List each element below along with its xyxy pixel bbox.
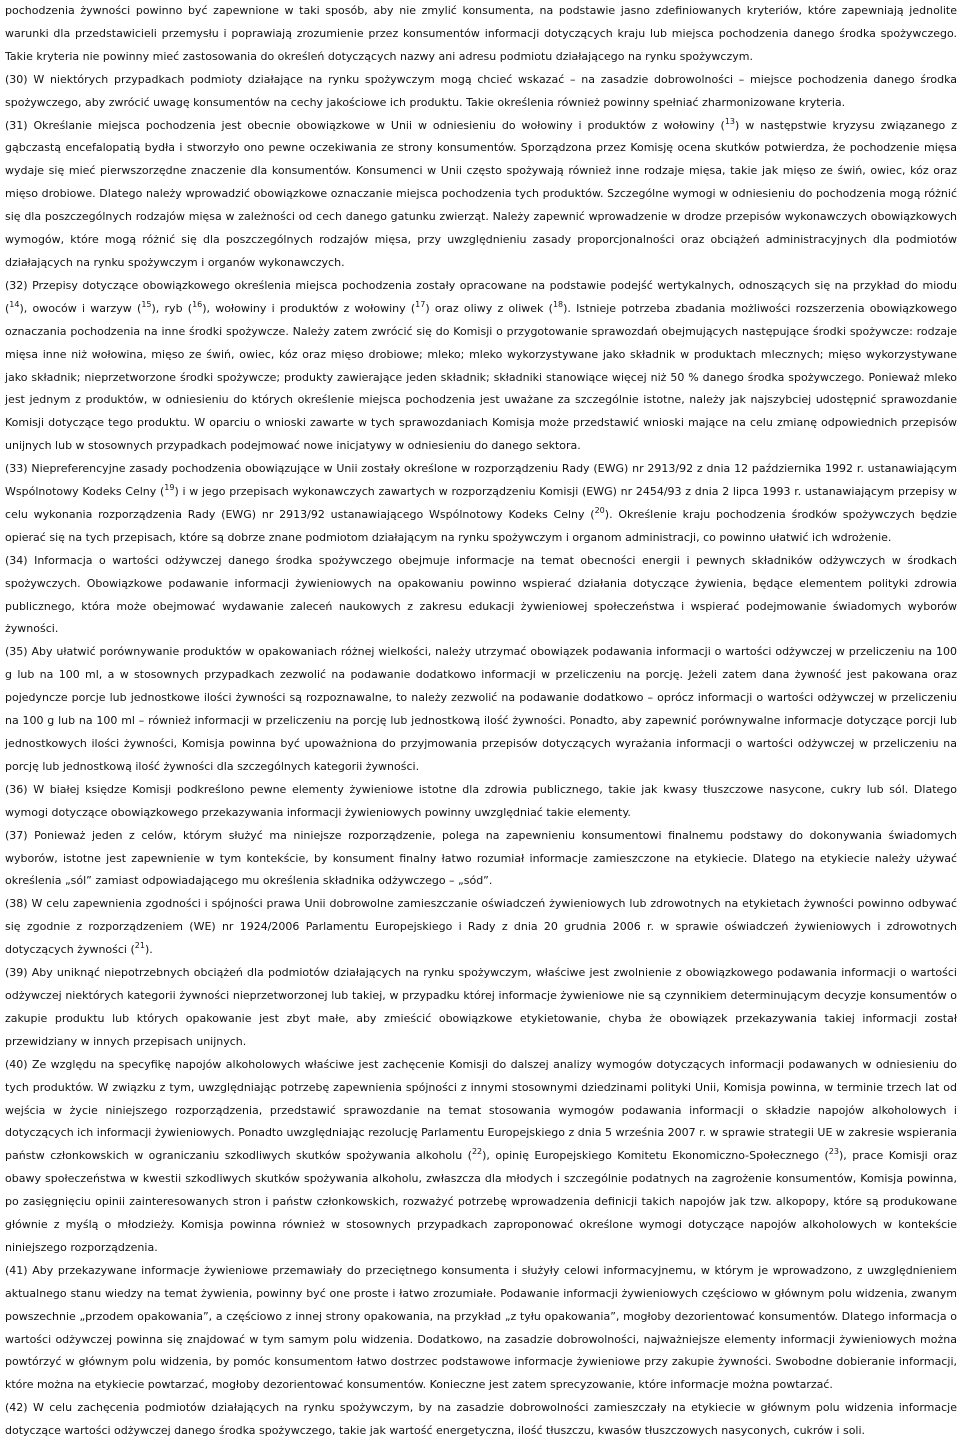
- paragraph-text: (39) Aby uniknąć niepotrzebnych obciążeń dla podmiotów działających na rynku spożywczym, właściwe jest zwolnienie z obowiązkowego podawania informacji o wartości odżywczej niektórych kategorii żywności nieprzetworzonej lub takiej, w przypadku której informacje żywieniowe nie są czynnikiem determinującym decyzje konsumentów o zakupie produktu lub których opakowanie jest zbyt małe, aby zmieścić obowiązkowe etykietowanie, chyba że obowiązek przekazywania takiej informacji został przewidziany w innych przepisach unijnych.: [5, 966, 957, 1048]
- paragraph-text: (37) Ponieważ jeden z celów, którym służyć ma niniejsze rozporządzenie, polega na zapewnieniu konsumentowi finalnemu podstawy do dokonywania świadomych wyborów, istotne jest zapewnienie w tym kontekście, by konsument finalny łatwo rozumiał informacje zamieszczone na etykiecie. Dlatego na etykiecie należy używać określenia „sól” zamiast odpowiadającego mu określenia składnika odżywczego – „sód”.: [5, 828, 957, 888]
- footnote-reference[interactable]: 15: [141, 299, 152, 309]
- paragraph-38: [5, 893, 957, 962]
- paragraph-text: (41) Aby przekazywane informacje żywieniowe przemawiały do przeciętnego konsumenta i służyły celowi informacyjnemu, w którym je wprowadzono, z uwzględnieniem aktualnego stanu wiedzy na temat żywienia, powinny być one proste i łatwo zrozumiałe. Podawanie informacji żywieniowych częściowo w głównym polu widzenia, zwanym powszechnie „przodem opakowania”, a częściowo z innej strony opakowania, na przykład „z tyłu opakowania”, mogłoby dezorientować konsumentów. Dlatego informacja o wartości odżywczej powinna się znajdować w tym samym polu widzenia. Dodatkowo, na zasadzie dobrowolności, najważniejsze elementy informacji żywieniowych można powtórzyć w głównym polu widzenia, by pomóc konsumentom łatwo dostrzec podstawowe informacje żywieniowe przy zakupie żywności. Swobodne dobieranie informacji, które można na etykiecie powtarzać, mogłoby dezorientować konsumentów. Konieczne jest zatem sprecyzowanie, które informacje można powtarzać.: [5, 1263, 957, 1392]
- footnote-reference[interactable]: 22: [471, 1147, 483, 1157]
- paragraph-31: [5, 115, 957, 275]
- paragraph-35: [5, 641, 957, 778]
- paragraph-text: (30) W niektórych przypadkach podmioty działające na rynku spożywczym mogą chcieć wskazać – na zasadzie dobrowolności – miejsce pochodzenia danego środka spożywczego, aby zwrócić uwagę konsumentów na cechy jakościowe ich produktu. Takie określenia również powinny spełniać zharmonizowane kryteria.: [5, 72, 957, 109]
- paragraph-39: [5, 962, 957, 1054]
- footnote-reference[interactable]: 14: [9, 299, 20, 309]
- paragraph-text: ), wołowiny i produktów z wołowiny (: [202, 301, 416, 315]
- paragraph-text: ). Określenie kraju pochodzenia środków spożywczych będzie opierać się na tych przepisach, które są dobrze znane podmiotom działającym na rynku spożywczym i organom administracji, co powinno ułatwić ich wdrożenie.: [5, 507, 958, 544]
- paragraph-42: [5, 1397, 957, 1443]
- paragraph-text: ) w następstwie kryzysu związanego z gąbczastą encefalopatią bydła i stworzyło ono pewne oczekiwania ze strony konsumentów. Sporządzona przez Komisję ocena skutków potwierdza, że pochodzenie mięsa wydaje się mieć pierwszorzędne znaczenie dla konsumentów. Konsumenci w Unii często spożywają również inne rodzaje mięsa, takie jak mięso ze świń, owiec, kóz oraz mięso drobiowe. Dlatego należy wprowadzić obowiązkowe oznaczanie miejsca pochodzenia tych produktów. Szczególne wymogi w odniesieniu do pochodzenia mogą różnić się dla poszczególnych rodzajów mięsa w zależności od cech danego gatunku zwierząt. Należy zapewnić wprowadzenie w drodze przepisów wykonawczych obowiązkowych wymogów, które mogą różnić się dla poszczególnych rodzajów mięsa, przy uwzględnieniu zasady proporcjonalności oraz obciążeń administracyjnych dla podmiotów działających na rynku spożywczym i organów wykonawczych.: [5, 118, 957, 269]
- footnote-reference[interactable]: 23: [828, 1147, 839, 1157]
- paragraph-text: ).: [144, 943, 153, 957]
- paragraph-text: (42) W celu zachęcenia podmiotów działających na rynku spożywczym, by na zasadzie dobrowolności zamieszczały na etykiecie w głównym polu widzenia informacje dotyczące wartości odżywczej danego środka spożywczego, takie jak wartość energetyczna, ilość tłuszczu, kwasów tłuszczowych nasyconych, cukrów i soli.: [5, 1401, 957, 1438]
- paragraph-text: ), opinię Europejskiego Komitetu Ekonomiczno-Społecznego (: [482, 1149, 829, 1163]
- footnote-reference[interactable]: 20: [594, 505, 605, 515]
- paragraph-36: [5, 779, 957, 825]
- paragraph-text: ), prace Komisji oraz obawy społeczeństwa w kwestii szkodliwych skutków spożywania alkoholu, zwłaszcza dla młodych i szczególnie podatnych na zagrożenie konsumentów, Komisja powinna, po zasięgnięciu opinii zainteresowanych stron i państw członkowskich, rozważyć potrzebę wprowadzenia definicji takich napojów jak tzw. alkopopy, które są produkowane głównie z myślą o młodzieży. Komisja powinna również w stosownych przypadkach zaproponować określone wymogi dotyczące napojów alkoholowych w kontekście niniejszego rozporządzenia.: [5, 1149, 957, 1254]
- paragraph-text: (35) Aby ułatwić porównywanie produktów w opakowaniach różnej wielkości, należy utrzymać obowiązek podawania informacji o wartości odżywczej w przeliczeniu na 100 g lub na 100 ml, a w stosownych przypadkach zezwolić na podawanie dodatkowo informacji w przeliczeniu na porcję. Jeżeli zatem dana żywność jest pakowana oraz pojedyncze porcje lub jednostkowe ilości żywności są rozpoznawalne, to należy zezwolić na podawanie dodatkowo – oprócz informacji o wartości odżywczej w przeliczeniu na 100 g lub na 100 ml – również informacji w przeliczeniu na porcję lub jednostkową ilość żywności. Ponadto, aby zapewnić porównywalne informacje dotyczące porcji lub jednostkowych ilości żywności, Komisja powinna być upoważniona do przyjmowania przepisów dotyczących wyrażania informacji o wartości odżywczej w przeliczeniu na porcję lub jednostkową ilość żywności dla szczególnych kategorii żywności.: [5, 645, 957, 773]
- paragraph-text: (33) Niepreferencyjne zasady pochodzenia obowiązujące w Unii zostały określone w rozporządzeniu Rady (EWG) nr 2913/92 z dnia 12 października 1992 r. ustanawiającym Wspólnotowy Kodeks Celny (: [5, 462, 957, 499]
- paragraph-text: (34) Informacja o wartości odżywczej danego środka spożywczego obejmuje informacje na temat obecności energii i pewnych składników odżywczych w środkach spożywczych. Obowiązkowe podawanie informacji żywieniowych na opakowaniu powinno wspierać działania dotyczące żywienia, będące elementem polityki zdrowia publicznego, która może obejmować wydawanie zaleceń naukowych z zakresu edukacji żywieniowej społeczeństwa i wspierać podejmowanie świadomych wyborów żywności.: [5, 553, 957, 636]
- footnote-reference[interactable]: 18: [552, 299, 564, 309]
- paragraph-text: pochodzenia żywności powinno być zapewnione w taki sposób, aby nie zmylić konsumenta, na podstawie jasno zdefiniowanych kryteriów, które zapewniają jednolite warunki dla przedstawicieli przemysłu i poprawiają zrozumienie przez konsumentów informacji dotyczących kraju lub miejsca pochodzenia danego środka spożywczego. Takie kryteria nie powinny mieć zastosowania do określeń dotyczących nazwy ani adresu podmiotu działającego na rynku spożywczym.: [5, 4, 957, 63]
- footnote-reference[interactable]: 21: [134, 941, 145, 951]
- paragraph-text: (38) W celu zapewnienia zgodności i spójności prawa Unii dobrowolne zamieszczanie oświadczeń żywieniowych lub zdrowotnych na etykietach żywności powinno odbywać się zgodnie z rozporządzeniem (WE) nr 1924/2006 Parlamentu Europejskiego i Rady z dnia 20 grudnia 2006 r. w sprawie oświadczeń żywieniowych i zdrowotnych dotyczących żywności (: [5, 897, 957, 957]
- paragraph-34: [5, 550, 957, 642]
- paragraph-text: (40) Ze względu na specyfikę napojów alkoholowych właściwe jest zachęcenie Komisji do dalszej analizy wymogów dotyczących informacji podawanych w odniesieniu do tych produktów. W związku z tym, uwzględniając potrzebę zapewnienia spójności z innymi stosownymi dziedzinami polityki Unii, Komisja powinna, w terminie trzech lat od wejścia w życie niniejszego rozporządzenia, przedstawić sprawozdanie na temat stosowania wymogów podawania informacji o składzie napojów alkoholowych i dotyczących ich informacji żywieniowych. Ponadto uwzględniając rezolucję Parlamentu Europejskiego z dnia 5 września 2007 r. w sprawie strategii UE w zakresie wspierania państw członkowskich w ograniczaniu szkodliwych skutków spożywania alkoholu (: [5, 1057, 957, 1163]
- footnote-reference[interactable]: 17: [415, 299, 426, 309]
- paragraph-intro: [5, 0, 957, 69]
- paragraph-text: ), owoców i warzyw (: [19, 301, 142, 315]
- footnote-reference[interactable]: 19: [164, 483, 175, 493]
- footnote-reference[interactable]: 16: [192, 299, 203, 309]
- paragraph-text: ), ryb (: [151, 301, 193, 315]
- paragraph-text: (32) Przepisy dotyczące obowiązkowego określenia miejsca pochodzenia zostały opracowane na podstawie podejść wertykalnych, odnoszących się na przykład do miodu (: [5, 278, 957, 315]
- paragraph-37: [5, 825, 957, 894]
- paragraph-text: ) i w jego przepisach wykonawczych zawartych w rozporządzeniu Komisji (EWG) nr 2454/93 z dnia 2 lipca 1993 r. ustanawiającym przepisy w celu wykonania rozporządzenia Rady (EWG) nr 2913/92 ustanawiającego Wspólnotowy Kodeks Celny (: [5, 485, 958, 521]
- paragraph-30: [5, 69, 957, 115]
- paragraph-40: [5, 1054, 957, 1260]
- paragraph-text: ) oraz oliwy z oliwek (: [425, 301, 553, 315]
- footnote-reference[interactable]: 13: [724, 116, 736, 126]
- paragraph-32: [5, 275, 957, 458]
- paragraph-text: (31) Określanie miejsca pochodzenia jest obecnie obowiązkowe w Unii w odniesieniu do wołowiny i produktów z wołowiny (: [5, 118, 725, 132]
- paragraph-text: (36) W białej księdze Komisji podkreślono pewne elementy żywieniowe istotne dla zdrowia publicznego, takie jak kwasy tłuszczowe nasycone, cukry lub sól. Dlatego wymogi dotyczące obowiązkowego przekazywania informacji żywieniowych powinny uwzględniać takie elementy.: [5, 782, 957, 819]
- paragraph-text: ). Istnieje potrzeba zbadania możliwości rozszerzenia obowiązkowego oznaczania pochodzenia na inne środki spożywcze. Należy zatem zwrócić się do Komisji o przygotowanie sprawozdań obejmujących następujące środki spożywcze: rodzaje mięsa inne niż wołowina, mięso ze świń, owiec, kóz oraz mięso drobiowe; mleko; mleko wykorzystywane jako składnik w produktach mlecznych; mięso wykorzystywane jako składnik; nieprzetworzone środki spożywcze; produkty zawierające jeden składnik; składniki stanowiące więcej niż 50 % danego środka spożywczego. Ponieważ mleko jest jednym z produktów, w odniesieniu do których określenie miejsca pochodzenia jest uważane za szczególnie istotne, należy jak najszybciej udostępnić sprawozdanie Komisji dotyczące tego produktu. W oparciu o wnioski zawarte w tych sprawozdaniach Komisja może przedstawić wnioski mające na celu zmianę odpowiednich przepisów unijnych lub w stosownych przypadkach podejmować nowe inicjatywy w odniesieniu do danego sektora.: [5, 301, 957, 453]
- document-page: [5, 0, 957, 1443]
- paragraph-33: [5, 458, 957, 550]
- paragraph-41: [5, 1260, 957, 1397]
